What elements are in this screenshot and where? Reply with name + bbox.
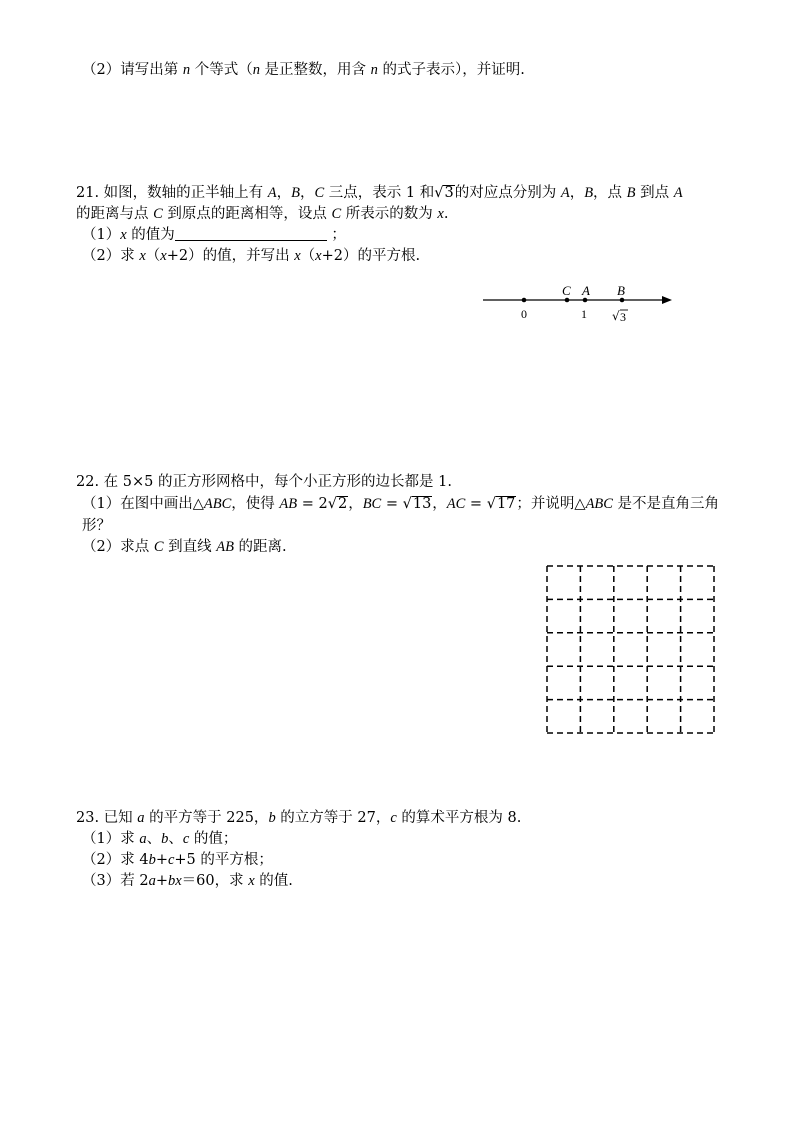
label-b: B <box>617 283 625 298</box>
label-c: C <box>562 283 571 298</box>
q21-part1: （1）x 的值为 ； <box>82 227 346 243</box>
q23-part2: （2）求 4b+c+5 的平方根； <box>82 852 273 868</box>
point-a <box>583 298 588 303</box>
tick-label-sqrt3: 3 <box>620 310 626 324</box>
q22-line1: 22. 在 5×5 的正方形网格中，每个小正方形的边长都是 1. <box>76 474 452 490</box>
q23-part3: （3）若 2a+bx＝60，求 x 的值. <box>82 873 293 889</box>
q22-part1: （1）在图中画出△ABC，使得 AB = 2√2，BC = √13，AC = √17；并说明△ABC 是不是直角三角 <box>82 496 720 512</box>
axis-arrow <box>662 296 672 304</box>
q21-line2: 的距离与点 C 到原点的距离相等，设点 C 所表示的数为 x. <box>76 206 449 222</box>
point-b <box>620 298 625 303</box>
tick-label-one: 1 <box>581 307 587 321</box>
q21-line1: 21. 如图，数轴的正半轴上有 A，B，C 三点，表示 1 和√3的对应点分别为 A，B，点 B 到点 A <box>76 185 683 201</box>
q23-line1: 23. 已知 a 的平方等于 225，b 的立方等于 27，c 的算术平方根为 8. <box>76 810 522 826</box>
q22-part2: （2）求点 C 到直线 AB 的距离. <box>82 539 287 555</box>
point-c <box>565 298 570 303</box>
tick-label-sqrt-symbol: √ <box>612 309 620 323</box>
point-zero <box>522 298 527 303</box>
q20-part2: （2）请写出第 n 个等式（n 是正整数，用含 n 的式子表示），并证明. <box>82 62 525 78</box>
q23-part1: （1）求 a、b、c 的值； <box>82 831 238 847</box>
tick-label-zero: 0 <box>521 307 527 321</box>
sqrt-3: √3 <box>434 185 454 201</box>
q22-part1-cont: 形？ <box>82 518 111 534</box>
label-a: A <box>582 283 590 298</box>
answer-blank[interactable] <box>175 226 327 241</box>
q21-part2: （2）求 x（x+2）的值，并写出 x（x+2）的平方根. <box>82 248 421 264</box>
